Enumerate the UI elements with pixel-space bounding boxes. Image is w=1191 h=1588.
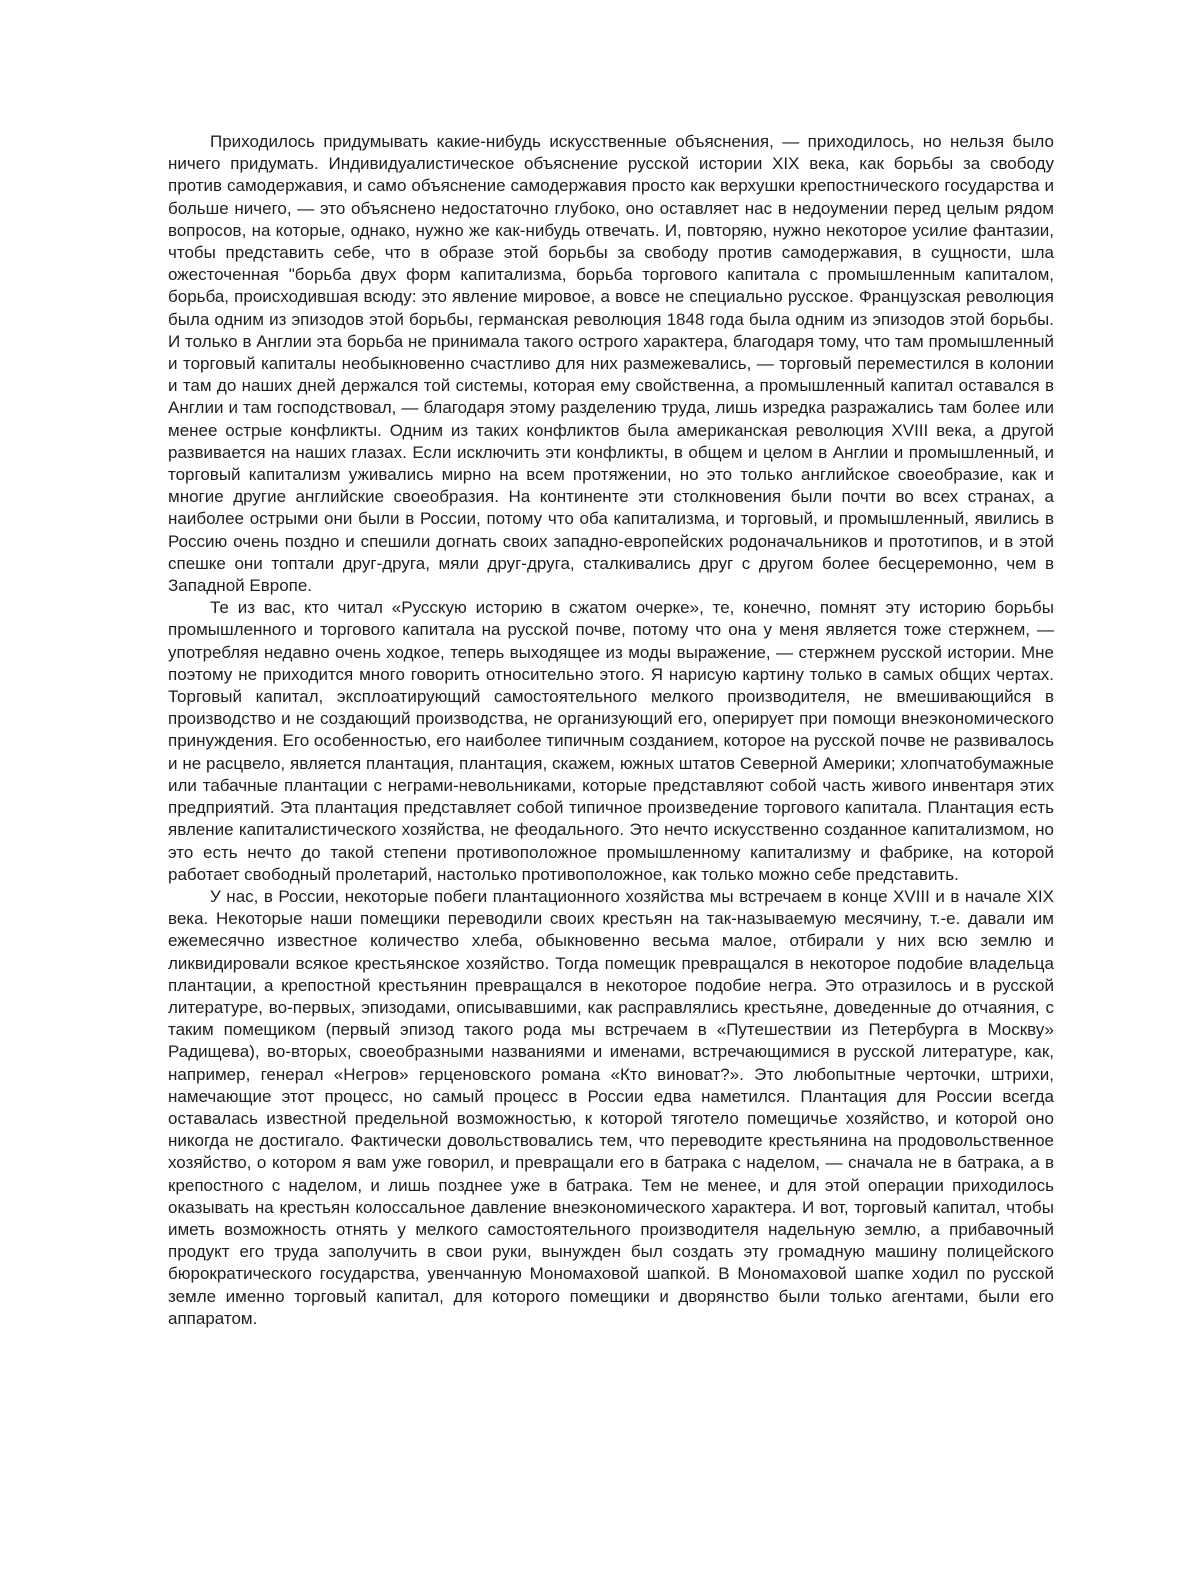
paragraph: Те из вас, кто читал «Русскую историю в сжатом очерке», те, конечно, помнят эту историю борьбы промышленного и торгового капитала на русской почве, потому что она у меня является тоже стержнем, — употребляя недавно очень ходкое, теперь выходящее из моды выражение, — стержнем русской истории. Мне поэтому не приходится много говорить относительно этого. Я нарисую картину только в самых общих чертах. Торговый капитал, эксплоатирующий самостоятельного мелкого производителя, не вмешивающийся в производство и не создающий производства, не организующий его, оперирует при помощи внеэкономического принуждения. Его особенностью, его наиболее типичным созданием, которое на русской почве не развивалось и не расцвело, является плантация, плантация, скажем, южных штатов Северной Америки; хлопчатобумажные или табачные плантации с неграми-невольниками, которые представляют собой часть живого инвентаря этих предприятий. Эта плантация представляет собой типичное произведение торгового капитала. Плантация есть явление капиталистического хозяйства, не феодального. Это нечто искусственно созданное капитализмом, но это есть нечто до такой степени противоположное промышленному капитализму и фабрике, на которой работает свободный пролетарий, настолько противоположное, как только можно себе представить. (168, 598, 1054, 884)
paragraph: Приходилось придумывать какие-нибудь искусственные объяснения, — приходилось, но нельзя было ничего придумать. Индивидуалистическое объяснение русской истории XIX века, как борьбы за свободу против самодержавия, и само объяснение самодержавия просто как верхушки крепостнического государства и больше ничего, — это объяснено недостаточно глубоко, оно оставляет нас в недоумении перед целым рядом вопросов, на которые, однако, нужно же как-нибудь отвечать. И, повторяю, нужно некоторое усилие фантазии, чтобы представить себе, что в образе этой борьбы за свободу против самодержавия, в сущности, шла ожесточенная "борьба двух форм капитализма, борьба торгового капитала с промышленным капиталом, борьба, происходившая всюду: это явление мировое, а вовсе не специально русское. Французская революция была одним из эпизодов этой борьбы, германская революция 1848 года была одним из эпизодов этой борьбы. И только в Англии эта борьба не принимала такого острого характера, благодаря тому, что там промышленный и торговый капиталы необыкновенно счастливо для них размежевались, — торговый переместился в колонии и там до наших дней держался той системы, которая ему свойственна, а промышленный капитал оставался в Англии и там господствовал, — благодаря этому разделению труда, лишь изредка разражались там более или менее острые конфликты. Одним из таких конфликтов была американская революция XVIII века, а другой развивается на наших глазах. Если исключить эти конфликты, в общем и целом в Англии и промышленный, и торговый капитализм уживались мирно на всем протяжении, но это только английское своеобразие, как и многие другие английские своеобразия. На континенте эти столкновения были почти во всех странах, а наиболее острыми они были в России, потому что оба капитализма, и торговый, и промышленный, явились в Россию очень поздно и спешили догнать своих западно-европейских родоначальников и прототипов, и в этой спешке они топтали друг-друга, мяли друг-друга, сталкивались друг с другом более бесцеремонно, чем в Западной Европе. (168, 132, 1054, 596)
document-page (168, 131, 1054, 1330)
paragraph: У нас, в России, некоторые побеги плантационного хозяйства мы встречаем в конце XVIII и в начале XIX века. Некоторые наши помещики переводили своих крестьян на так-называемую месячину, т.-е. давали им ежемесячно известное количество хлеба, обыкновенно весьма малое, отбирали у них всю землю и ликвидировали всякое крестьянское хозяйство. Тогда помещик превращался в некоторое подобие владельца плантации, а крепостной крестьянин превращался в некоторое подобие негра. Это отразилось и в русской литературе, во-первых, эпизодами, описывавшими, как расправлялись крестьяне, доведенные до отчаяния, с таким помещиком (первый эпизод такого рода мы встречаем в «Путешествии из Петербурга в Москву» Радищева), во-вторых, своеобразными названиями и именами, встречающимися в русской литературе, как, например, генерал «Негров» герценовского романа «Кто виноват?». Это любопытные черточки, штрихи, намечающие этот процесс, но самый процесс в России едва наметился. Плантация для России всегда оставалась известной предельной возможностью, к которой тяготело помещичье хозяйство, и которой оно никогда не достигало. Фактически довольствовались тем, что переводите крестьянина на продовольственное хозяйство, о котором я вам уже говорил, и превращали его в батрака с наделом, — сначала не в батрака, а в крепостного с наделом, и лишь позднее уже в батрака. Тем не менее, и для этой операции приходилось оказывать на крестьян колоссальное давление внеэкономического характера. И вот, торговый капитал, чтобы иметь возможность отнять у мелкого самостоятельного производителя надельную землю, а прибавочный продукт его труда заполучить в свои руки, вынужден был создать эту громадную машину полицейского бюрократического государства, увенчанную Мономаховой шапкой. В Мономаховой шапке ходил по русской земле именно торговый капитал, для которого помещики и дворянство были только агентами, были его аппаратом. (168, 886, 1054, 1328)
